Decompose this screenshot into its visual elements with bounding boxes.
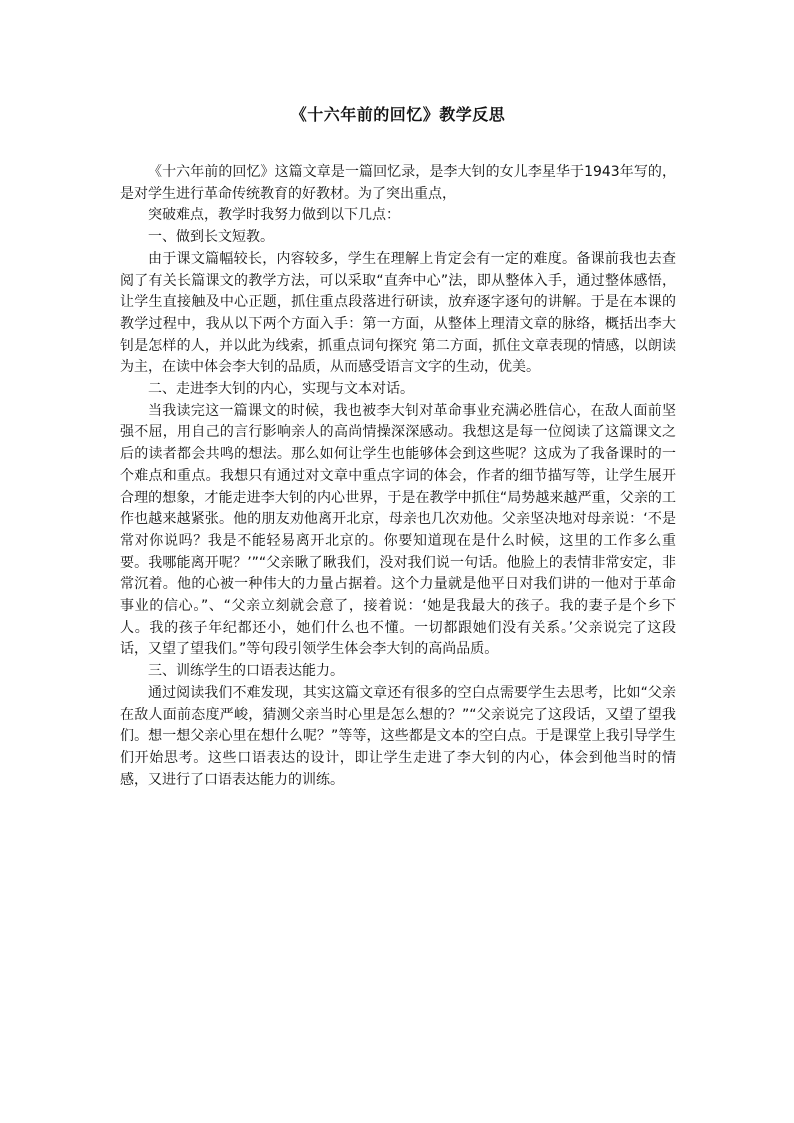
document-page <box>120 104 676 791</box>
document-body <box>120 162 676 791</box>
section-heading-1: 一、做到长文短教。 <box>148 229 274 246</box>
paragraph-section-3: 通过阅读我们不难发现，其实这篇文章还有很多的空白点需要学生去思考，比如“父亲在敌人面前态度严峻，猜测父亲当时心里是怎么想的？”“父亲说完了这段话，又望了望我们。想一想父亲心里在想什么呢？”等等，这些都是文本的空白点。于是课堂上我引导学生们开始思考。这些口语表达的设计，即让学生走进了李大钊的内心，体会到他当时的情感，又进行了口语表达能力的训练。 <box>120 684 676 788</box>
section-heading-2: 二、走进李大钊的内心，实现与文本对话。 <box>148 381 414 398</box>
paragraph-section-1: 由于课文篇幅较长，内容较多，学生在理解上肯定会有一定的难度。备课前我也去查阅了有关长篇课文的教学方法，可以采取“直奔中心”法，即从整体入手，通过整体感悟，让学生直接触及中心正题，抓住重点段落进行研读，放弃逐字逐句的讲解。于是在本课的教学过程中，我从以下两个方面入手：第一方面，从整体上理清文章的脉络，概括出李大钊是怎样的人，并以此为线索，抓重点词句探究 第二方面，抓住文章表现的情感，以朗读为主，在读中体会李大钊的品质，从而感受语言文字的生动，优美。 <box>120 250 676 376</box>
paragraph-intro: 《十六年前的回忆》这篇文章是一篇回忆录，是李大钊的女儿李星华于1943年写的，是对学生进行革命传统教育的好教材。为了突出重点， <box>120 164 676 202</box>
document-title: 《十六年前的回忆》教学反思 <box>290 105 506 124</box>
paragraph-intro-continued: 突破难点，教学时我努力做到以下几点： <box>148 207 400 224</box>
section-heading-3: 三、训练学生的口语表达能力。 <box>148 663 344 680</box>
paragraph-section-2: 当我读完这一篇课文的时候，我也被李大钊对革命事业充满必胜信心，在敌人面前坚强不屈，用自己的言行影响亲人的高尚情操深深感动。我想这是每一位阅读了这篇课文之后的读者都会共鸣的想法。那么如何让学生也能够体会到这些呢？这成为了我备课时的一个难点和重点。我想只有通过对文章中重点字词的体会，作者的细节描写等，让学生展开合理的想象，才能走进李大钊的内心世界，于是在教学中抓住“局势越来越严重，父亲的工作也越来越紧张。他的朋友劝他离开北京，母亲也几次劝他。父亲坚决地对母亲说：‘不是常对你说吗？我是不能轻易离开北京的。你要知道现在是什么时候，这里的工作多么重要。我哪能离开呢？’”“父亲瞅了瞅我们，没对我们说一句话。他脸上的表情非常安定，非常沉着。他的心被一种伟大的力量占据着。这个力量就是他平日对我们讲的一他对于革命事业的信心。”、“父亲立刻就会意了，接着说：‘她是我最大的孩子。我的妻子是个乡下人。我的孩子年纪都还小，她们什么也不懂。一切都跟她们没有关系。’父亲说完了这段话，又望了望我们。”等句段引领学生体会李大钊的高尚品质。 <box>120 402 676 658</box>
